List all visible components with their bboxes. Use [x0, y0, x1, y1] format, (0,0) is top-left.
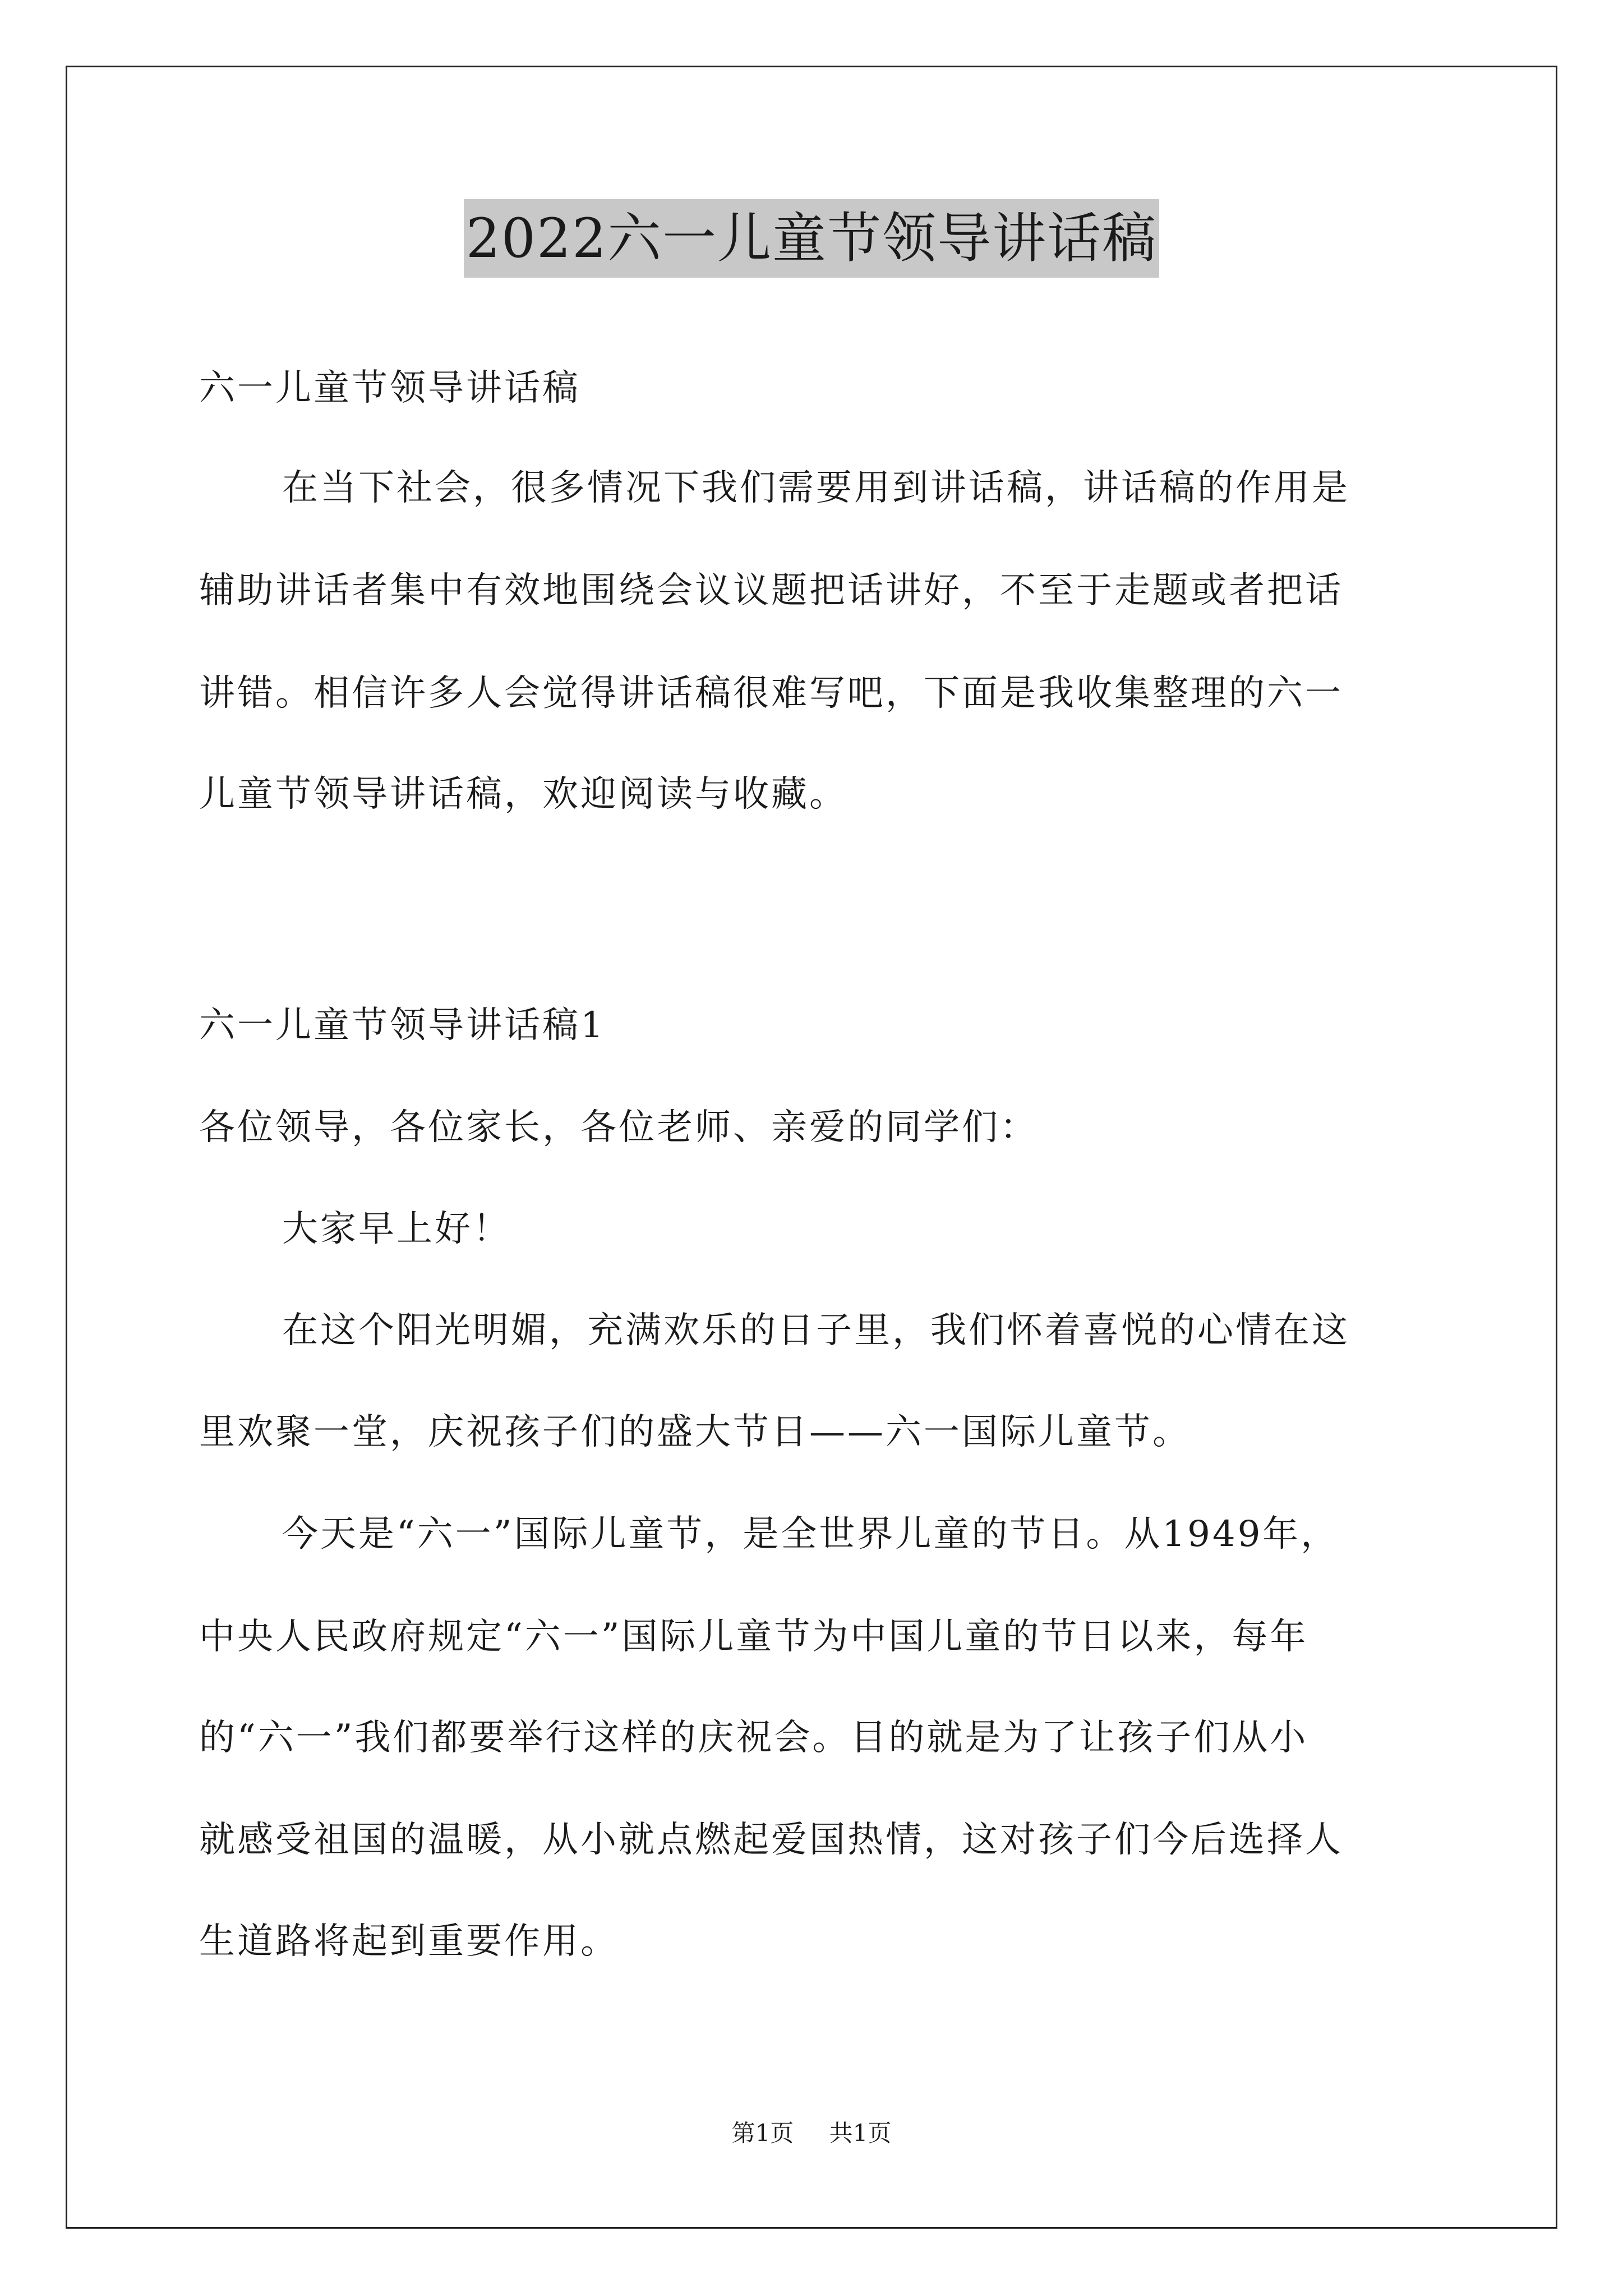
para2-line-5: 生道路将起到重要作用。 — [199, 1921, 619, 1962]
page-total: 共1页 — [829, 2119, 892, 2147]
intro-line-3: 讲错。相信许多人会觉得讲话稿很难写吧，下面是我收集整理的六一 — [199, 673, 1343, 714]
para1-line-2: 里欢聚一堂，庆祝孩子们的盛大节日——六一国际儿童节。 — [199, 1411, 1191, 1453]
intro-line-2: 辅助讲话者集中有效地围绕会议议题把话讲好，不至于走题或者把话 — [199, 570, 1343, 611]
page-footer — [0, 2115, 1623, 2148]
title-container — [0, 199, 1623, 278]
para2-line-4: 就感受祖国的温暖，从小就点燃起爱国热情，这对孩子们今后选择人 — [199, 1819, 1343, 1861]
greeting: 大家早上好！ — [282, 1208, 511, 1250]
page-number: 第1页 — [731, 2119, 794, 2147]
para2-line-2: 中央人民政府规定“六一”国际儿童节为中国儿童的节日以来，每年 — [199, 1616, 1308, 1658]
subtitle: 六一儿童节领导讲话稿 — [199, 367, 580, 409]
para2-line-1: 今天是“六一”国际儿童节，是全世界儿童的节日。从1949年， — [282, 1513, 1339, 1555]
para2-line-3: 的“六一”我们都要举行这样的庆祝会。目的就是为了让孩子们从小 — [199, 1717, 1308, 1759]
intro-line-1: 在当下社会，很多情况下我们需要用到讲话稿，讲话稿的作用是 — [282, 467, 1350, 509]
para1-line-1: 在这个阳光明媚，充满欢乐的日子里，我们怀着喜悦的心情在这 — [282, 1310, 1350, 1351]
intro-line-4: 儿童节领导讲话稿，欢迎阅读与收藏。 — [199, 774, 847, 815]
document-title: 2022六一儿童节领导讲话稿 — [464, 199, 1159, 278]
section-heading: 六一儿童节领导讲话稿1 — [199, 1005, 606, 1046]
salutation: 各位领导，各位家长，各位老师、亲爱的同学们： — [199, 1107, 1038, 1148]
